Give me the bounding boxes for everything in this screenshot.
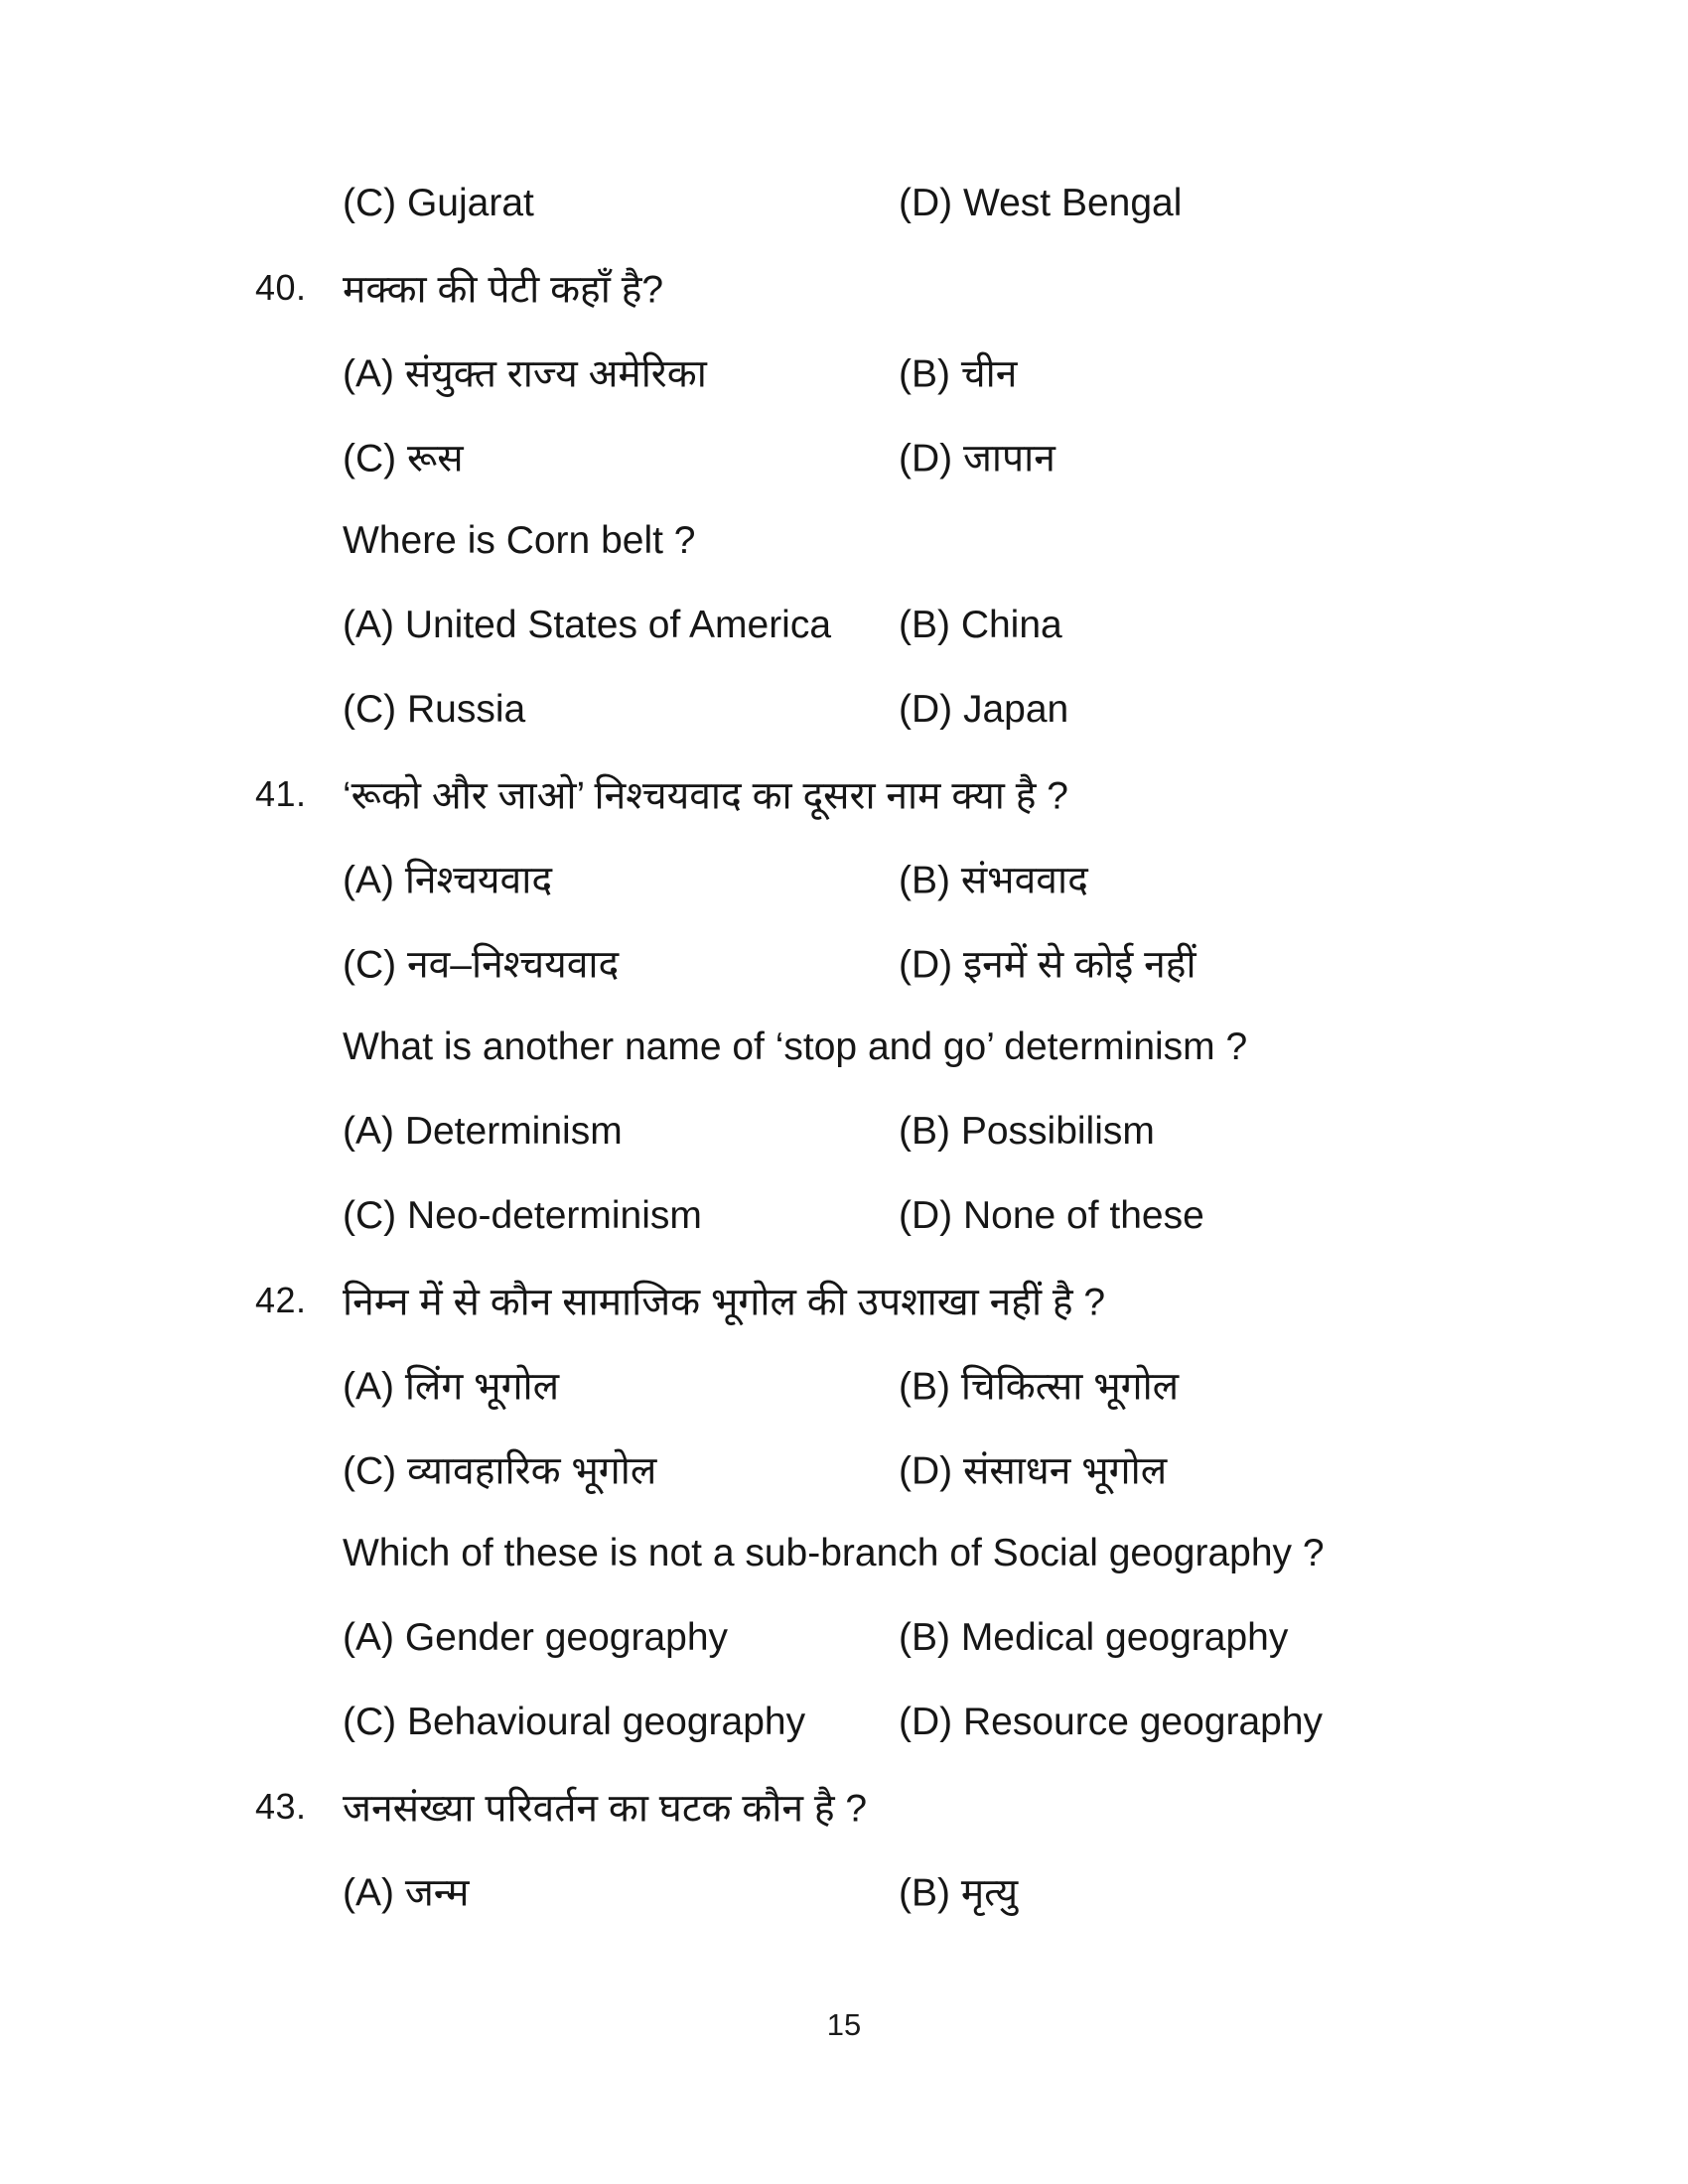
option-a: (A) Determinism [343,1109,623,1153]
question-row-42-english [0,1511,1688,1595]
option-c: (C) व्यावहारिक भूगोल [343,1449,657,1492]
option-d: (D) None of these [899,1193,1204,1237]
option-row [0,1427,1688,1511]
option-row [0,836,1688,920]
option-c: (C) Gujarat [343,181,534,224]
option-c: (C) रूस [343,437,464,479]
page-number: 15 [826,2007,862,2042]
option-a: (A) निश्चयवाद [343,859,553,901]
option-b: (B) चिकित्सा भूगोल [899,1365,1180,1408]
option-row [0,1089,1688,1173]
option-row [0,1595,1688,1680]
question-text-english: Which of these is not a sub-branch of Social geography ? [343,1531,1325,1574]
question-row-40-english [0,498,1688,583]
option-a: (A) United States of America [343,603,832,646]
option-row [0,414,1688,498]
option-d: (D) Resource geography [899,1700,1324,1743]
option-a: (A) संयुक्त राज्य अमेरिका [343,352,707,395]
question-number: 40. [255,266,307,308]
option-d: (D) इनमें से कोई नहीं [899,943,1196,986]
question-text-hindi: जनसंख्या परिवर्तन का घटक कौन है ? [343,1787,868,1830]
question-row-42-hindi [0,1258,1688,1342]
option-a: (A) Gender geography [343,1615,729,1659]
question-number: 41. [255,772,307,814]
option-d: (D) संसाधन भूगोल [899,1449,1168,1492]
question-row-41-hindi [0,751,1688,836]
question-number: 43. [255,1785,307,1827]
option-row [0,1848,1688,1933]
option-row [0,330,1688,414]
option-d: (D) West Bengal [899,181,1183,224]
option-row [0,920,1688,1005]
option-d: (D) जापान [899,437,1055,479]
question-text-hindi: मक्का की पेटी कहाँ है? [343,268,664,311]
option-c: (C) Russia [343,687,526,731]
question-row-41-english [0,1005,1688,1089]
option-a: (A) जन्म [343,1871,470,1914]
question-row-40-hindi [0,245,1688,330]
option-row [0,583,1688,667]
option-c: (C) नव–निश्चयवाद [343,943,620,986]
option-b: (B) मृत्यु [899,1871,1019,1914]
option-row [0,161,1688,245]
option-row [0,667,1688,751]
option-row [0,1342,1688,1427]
option-d: (D) Japan [899,687,1069,731]
option-b: (B) China [899,603,1062,646]
option-b: (B) संभववाद [899,859,1088,901]
question-text-english: What is another name of ‘stop and go’ determinism ? [343,1024,1248,1068]
questions-area [0,161,1688,1933]
option-row [0,1680,1688,1764]
option-c: (C) Neo-determinism [343,1193,702,1237]
question-text-hindi: निम्न में से कौन सामाजिक भूगोल की उपशाखा नहीं है ? [343,1281,1106,1323]
question-number: 42. [255,1279,307,1320]
option-a: (A) लिंग भूगोल [343,1365,560,1408]
option-c: (C) Behavioural geography [343,1700,806,1743]
option-b: (B) Possibilism [899,1109,1155,1153]
question-text-hindi: ‘रूको और जाओ’ निश्चयवाद का दूसरा नाम क्या है ? [343,774,1068,817]
question-text-english: Where is Corn belt ? [343,518,696,562]
option-b: (B) चीन [899,352,1018,395]
question-row-43-hindi [0,1764,1688,1848]
option-row [0,1173,1688,1258]
option-b: (B) Medical geography [899,1615,1289,1659]
